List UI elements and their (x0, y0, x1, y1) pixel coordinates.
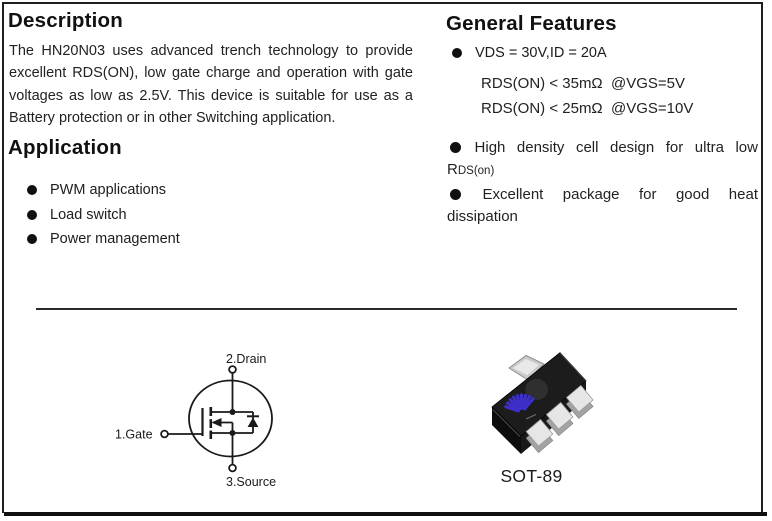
rds-symbol-sub: DS(on) (457, 165, 495, 177)
gate-terminal (161, 431, 168, 438)
bullet-icon (450, 189, 461, 200)
rds-spec-10v: RDS(ON) < 25mΩ @VGS=10V (481, 100, 694, 117)
drain-pin-label: 2.Drain (226, 352, 267, 366)
vds-spec: VDS = 30V,ID = 20A (475, 45, 607, 61)
gate-pin-label: 1.Gate (115, 427, 153, 442)
mosfet-symbol-figure (100, 338, 340, 498)
application-item-label: Power management (50, 231, 180, 247)
mosfet-symbol-fills (212, 409, 259, 436)
feature-item-cell-design-cont (447, 161, 494, 178)
drain-terminal (229, 366, 236, 373)
general-features-title: General Features (446, 12, 617, 35)
bullet-icon (450, 142, 461, 153)
application-item (27, 182, 166, 198)
description-line: voltages as low as 2.5V. This device is suitable for use as a (9, 87, 413, 104)
package-name-label: SOT-89 (500, 466, 563, 486)
source-arrow-icon (212, 418, 222, 427)
feature-item-vds (452, 45, 607, 61)
feature-text: Excellent package for good heat (482, 186, 758, 203)
application-item (27, 207, 127, 223)
bullet-icon (27, 185, 37, 195)
feature-item-package-cont: dissipation (447, 208, 518, 225)
description-line: excellent RDS(ON), low gate charge and operation with gate (9, 65, 413, 82)
feature-item-cell-design (447, 139, 758, 156)
application-item-label: PWM applications (50, 182, 167, 198)
description-line: The HN20N03 uses advanced trench technology to provide (9, 43, 413, 59)
mosfet-symbol (161, 366, 272, 471)
section-divider (36, 308, 737, 310)
description-line: Battery protection or in other Switching application. (9, 110, 336, 127)
bullet-icon (27, 234, 37, 244)
application-item (27, 231, 180, 247)
diode-triangle-icon (248, 418, 259, 428)
application-item-label: Load switch (50, 207, 127, 223)
source-pin-label: 3.Source (226, 475, 277, 489)
feature-text: High density cell design for ultra low (474, 139, 758, 156)
sot89-package-figure (460, 340, 640, 468)
application-title: Application (8, 136, 122, 159)
description-title: Description (8, 9, 123, 32)
bullet-icon (452, 48, 462, 58)
source-terminal (229, 465, 236, 472)
bullet-icon (27, 210, 37, 220)
rds-spec-5v: RDS(ON) < 35mΩ @VGS=5V (481, 75, 685, 92)
feature-item-package (447, 186, 758, 203)
rds-symbol-main: R (447, 161, 458, 178)
bottom-rule (4, 512, 767, 516)
